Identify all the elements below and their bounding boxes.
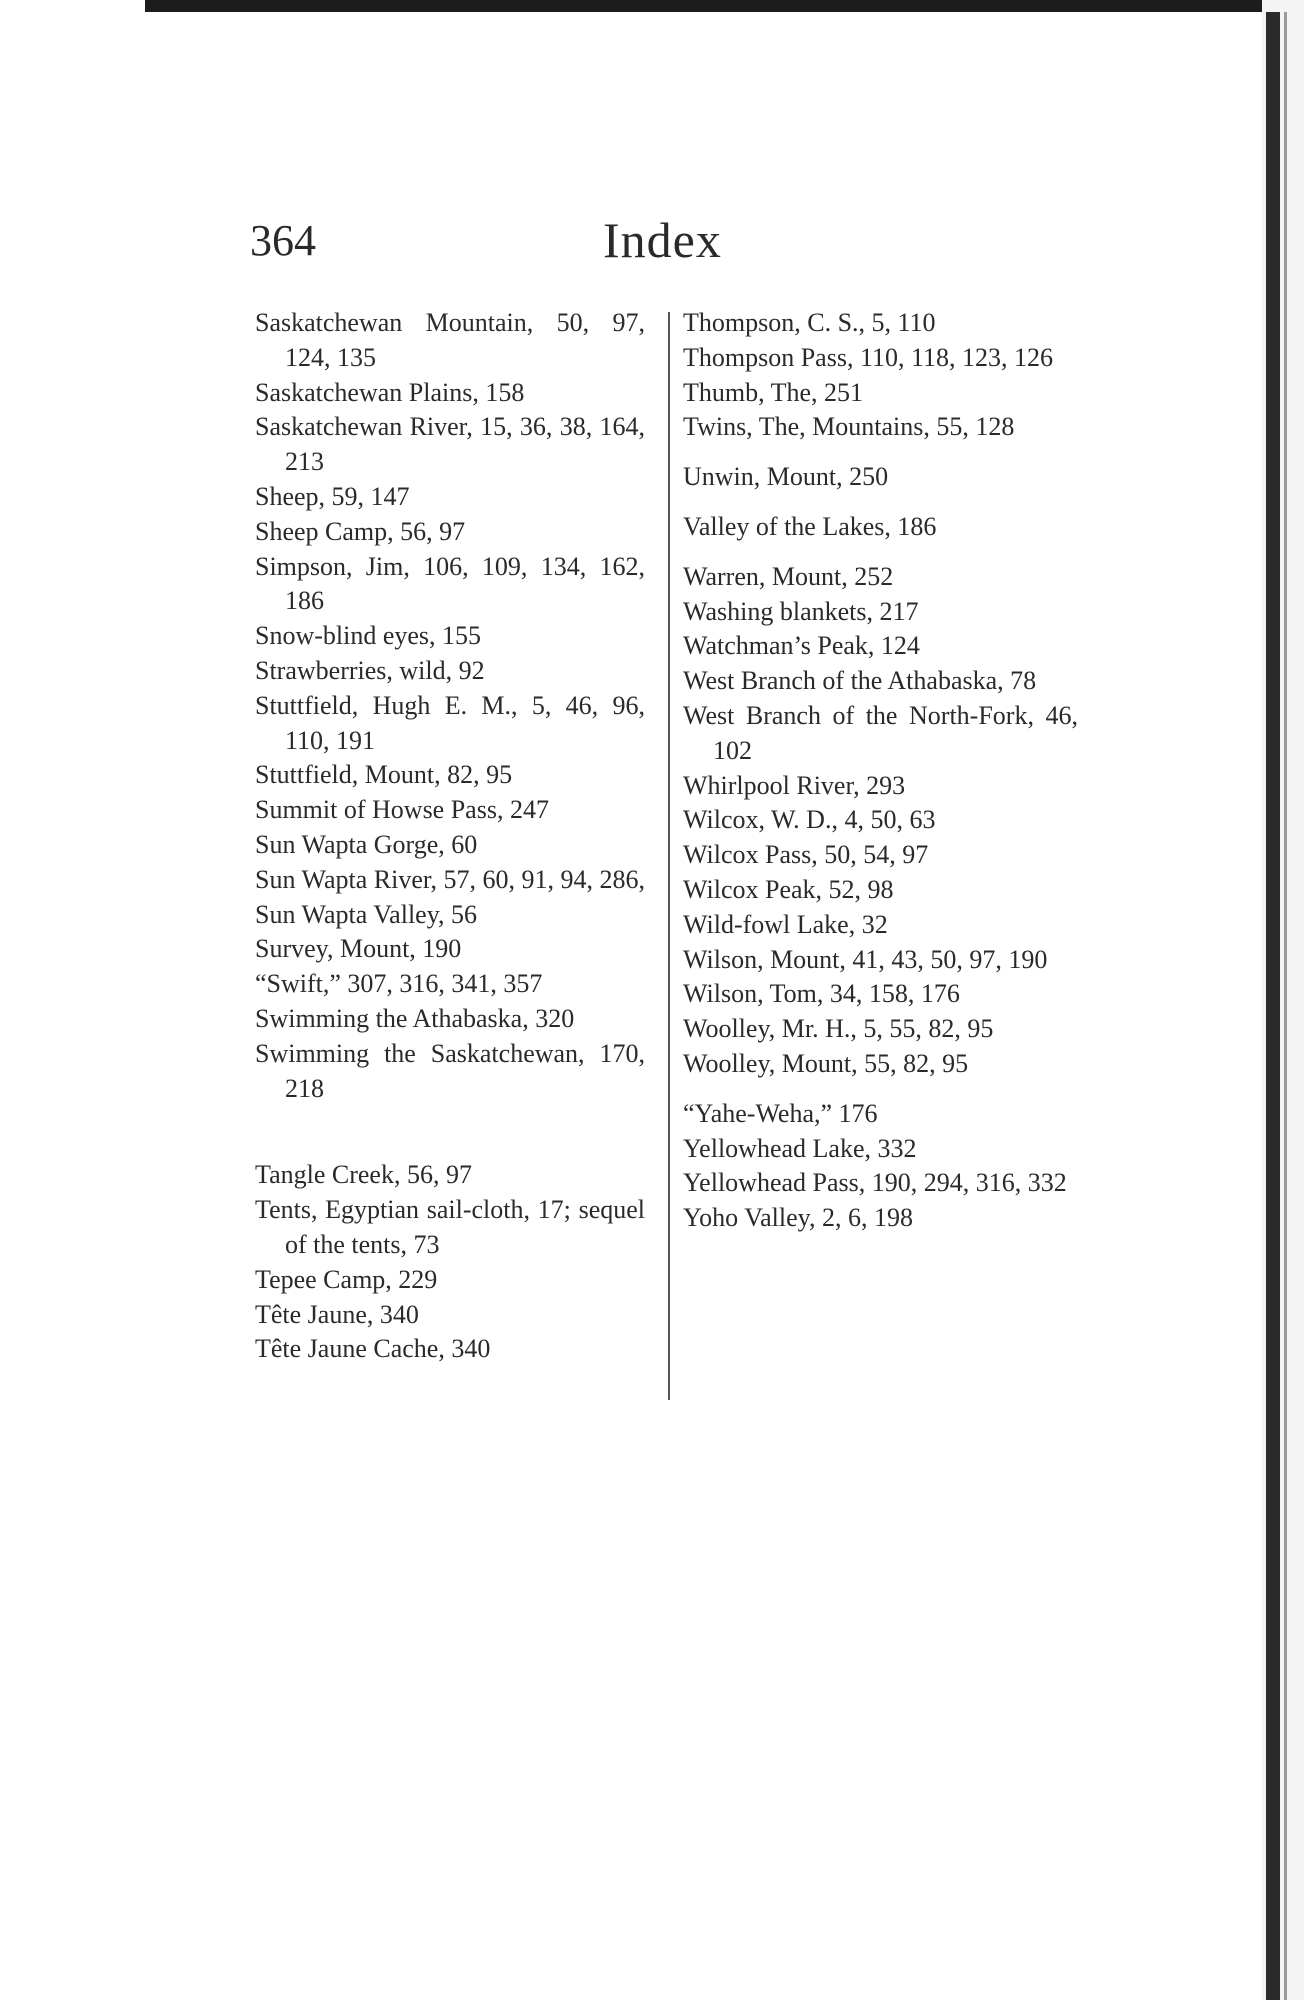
- index-entry: Whirlpool River, 293: [683, 770, 906, 800]
- index-entry: Simpson, Jim, 106, 109, 134, 162, 186: [255, 551, 645, 616]
- scan-top-border: [145, 0, 1304, 12]
- index-entry: Stuttfield, Mount, 82, 95: [255, 760, 513, 790]
- index-entry: Thompson, C. S., 5, 110: [683, 308, 936, 337]
- index-entry: Woolley, Mount, 55, 82, 95: [683, 1048, 969, 1078]
- index-entry: “Swift,” 307, 316, 341, 357: [255, 969, 543, 999]
- index-column-right: [683, 306, 1078, 1236]
- index-entry: West Branch of the North-Fork, 46, 102: [683, 700, 1078, 765]
- index-entry: Thumb, The, 251: [683, 377, 864, 407]
- index-entry: Yoho Valley, 2, 6, 198: [683, 1203, 913, 1233]
- page-number: 364: [250, 216, 316, 265]
- index-entry: Tepee Camp, 229: [255, 1264, 438, 1294]
- index-entry: Sun Wapta Valley, 56: [255, 899, 478, 929]
- index-entry: Wilson, Tom, 34, 158, 176: [683, 979, 960, 1009]
- index-entry: Tête Jaune, 340: [255, 1299, 419, 1329]
- index-entry: Wilson, Mount, 41, 43, 50, 97, 190: [683, 944, 1048, 974]
- index-entry: Unwin, Mount, 250: [683, 462, 889, 492]
- column-divider: [668, 312, 670, 1400]
- index-entry: Sun Wapta River, 57, 60, 91, 94, 286,: [255, 864, 645, 894]
- index-entry: Tête Jaune Cache, 340: [255, 1334, 491, 1364]
- index-entry: Wild-fowl Lake, 32: [683, 909, 888, 939]
- index-entry: Woolley, Mr. H., 5, 55, 82, 95: [683, 1014, 994, 1044]
- index-entry: Wilcox Pass, 50, 54, 97: [683, 840, 929, 870]
- page-title: Index: [603, 212, 722, 268]
- index-entry: West Branch of the Athabaska, 78: [683, 666, 1037, 696]
- index-entry: Swimming the Saskatchewan, 170, 218: [255, 1038, 645, 1103]
- index-entry: Thompson Pass, 110, 118, 123, 126: [683, 342, 1054, 372]
- index-entry: Yellowhead Pass, 190, 294, 316, 332: [683, 1168, 1067, 1198]
- index-entry: Saskatchewan Mountain, 50, 97, 124, 135: [255, 308, 645, 372]
- index-entry: Stuttfield, Hugh E. M., 5, 46, 96, 110, 191: [255, 690, 645, 755]
- index-entry: Twins, The, Mountains, 55, 128: [683, 412, 1015, 442]
- index-entry: Washing blankets, 217: [683, 596, 919, 626]
- index-entry: Yellowhead Lake, 332: [683, 1133, 917, 1163]
- scan-right-border: [1266, 12, 1280, 2000]
- index-entry: Saskatchewan Plains, 158: [255, 377, 525, 407]
- index-entry: “Yahe-Weha,” 176: [683, 1098, 878, 1128]
- index-entry: Warren, Mount, 252: [683, 561, 894, 591]
- index-column-left: [255, 306, 645, 1367]
- index-entry: Tangle Creek, 56, 97: [255, 1160, 472, 1190]
- index-entry: Sun Wapta Gorge, 60: [255, 829, 478, 859]
- index-entry: Summit of Howse Pass, 247: [255, 795, 549, 825]
- scan-right-edge-line: [1284, 12, 1287, 2000]
- index-entry: Strawberries, wild, 92: [255, 655, 485, 685]
- index-entry: Survey, Mount, 190: [255, 934, 462, 964]
- index-entry: Tents, Egyptian sail-cloth, 17; sequel of the tents, 73: [255, 1195, 645, 1259]
- index-entry: Sheep, 59, 147: [255, 481, 410, 511]
- index-entry: Snow-blind eyes, 155: [255, 621, 482, 651]
- index-entry: Wilcox, W. D., 4, 50, 63: [683, 805, 936, 835]
- index-entry: Swimming the Athabaska, 320: [255, 1003, 575, 1033]
- index-entry: Saskatchewan River, 15, 36, 38, 164, 213: [255, 412, 645, 477]
- index-entry: Sheep Camp, 56, 97: [255, 516, 466, 546]
- index-entry: Valley of the Lakes, 186: [683, 511, 937, 541]
- index-entry: Wilcox Peak, 52, 98: [683, 874, 894, 904]
- index-entry: Watchman’s Peak, 124: [683, 631, 920, 661]
